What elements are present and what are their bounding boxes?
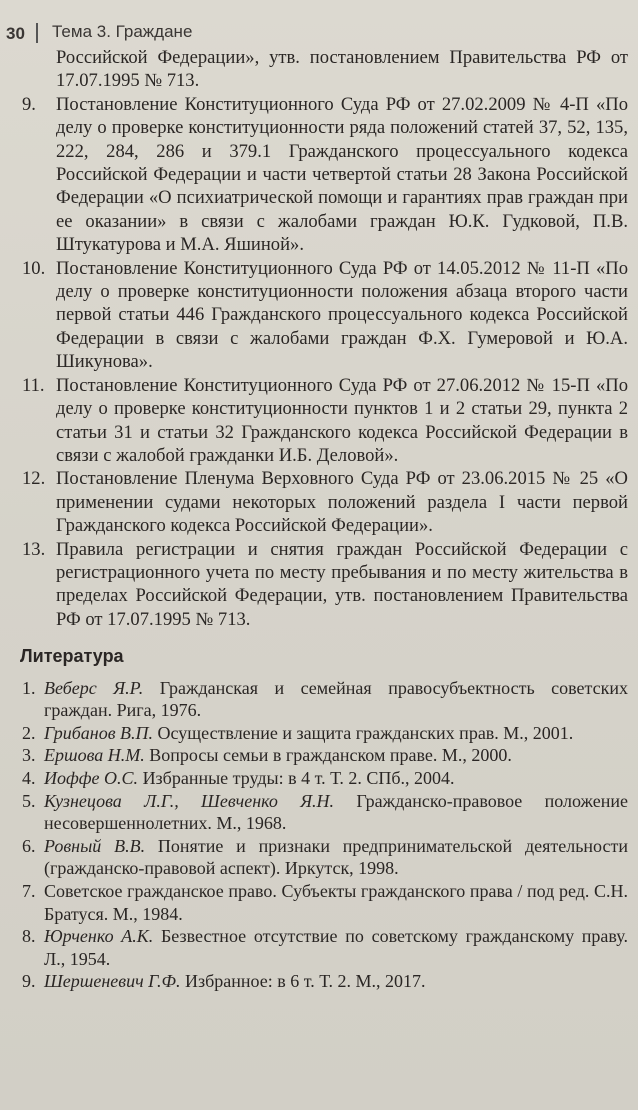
literature-title: Понятие и признаки предпринимательской деятельности (гражданско-правовой аспект). Иркутск, 1998. — [44, 835, 628, 879]
list-item-9 — [22, 93, 628, 257]
literature-title: Безвестное отсутствие по советскому гражданскому праву. Л., 1954. — [44, 926, 629, 969]
literature-author: Ровный В.В. — [44, 835, 146, 856]
item-number: 13. — [22, 538, 46, 560]
literature-author: Кузнецова Л.Г., Шевченко Я.Н. — [44, 790, 335, 811]
literature-item — [22, 925, 628, 970]
literature-author: Грибанов В.П. — [44, 722, 154, 743]
item-number: 7. — [22, 880, 36, 901]
header-divider — [36, 23, 38, 43]
item-number: 4. — [22, 767, 36, 788]
item-number: 12. — [22, 468, 46, 490]
item-number: 5. — [22, 790, 36, 811]
literature-title: Осуществление и защита гражданских прав. М., 2001. — [157, 722, 574, 743]
item-text: Постановление Пленума Верховного Суда РФ от 23.06.2015 № 25 «О применении судами некоторых положений раздела I части первой Гражданского кодекса Российской Федерации». — [56, 468, 628, 537]
list-item-12 — [22, 467, 628, 537]
literature-author: Шершеневич Г.Ф. — [44, 971, 181, 992]
list-item-13 — [22, 538, 628, 632]
literature-list — [22, 677, 628, 993]
literature-item — [22, 744, 628, 767]
literature-author: Иоффе О.С. — [44, 767, 139, 788]
item-text: Постановление Конституционного Суда РФ от 14.05.2012 № 11-П «По делу о проверке конституционности положения абзаца второго части первой статьи 446 Гражданского процессуального кодекса Российской Федерации в связи с жалобами граждан Ф.Х. Гумеровой и Ю.А. Шикунова». — [56, 257, 628, 373]
literature-author: Юрченко А.К. — [44, 926, 154, 947]
literature-title: Гражданская и семейная правосубъектность советских граждан. Рига, 1976. — [44, 677, 628, 721]
item-text: Постановление Конституционного Суда РФ от 27.06.2012 № 15-П «По делу о проверке конституционности пунктов 1 и 2 статьи 29, пункта 2 статьи 31 и статьи 32 Гражданского кодекса Российской Федерации в связи с жалобой гражданки И.Б. Деловой». — [56, 374, 628, 466]
item-number: 6. — [22, 835, 36, 856]
page-header — [0, 10, 638, 43]
literature-title: Гражданско-правовое положение несовершеннолетних. М., 1968. — [44, 790, 629, 834]
list-item-10 — [22, 257, 628, 374]
literature-title: Вопросы семьи в гражданском праве. М., 2000. — [149, 745, 512, 766]
literature-title: Избранное: в 6 т. Т. 2. М., 2017. — [185, 971, 426, 992]
item-text: Постановление Конституционного Суда РФ от 27.02.2009 № 4-П «По делу о проверке конституционности ряда положений статей 37, 52, 135, 222, 284, 286 и 379.1 Гражданского процессуального кодекса Российской Федерации и части четвертой статьи 28 Закона Российской Федерации «О психиатрической помощи и гарантиях прав граждан при ее оказании» в связи с жалобами граждан Ю.К. Гудковой, П.В. Штукатурова и М.А. Яшиной». — [56, 93, 628, 256]
literature-item — [22, 767, 628, 790]
item-number: 8. — [22, 926, 36, 947]
item-number: 2. — [22, 722, 36, 743]
item-number: 3. — [22, 745, 36, 766]
literature-heading: Литература — [20, 646, 124, 667]
item-continuation: Российской Федерации», утв. постановлением Правительства РФ от 17.07.1995 № 713. — [56, 47, 628, 92]
page-number: 30 — [6, 24, 25, 43]
item-number: 11. — [22, 374, 45, 396]
literature-item — [22, 722, 628, 745]
literature-item — [22, 835, 628, 880]
item-number: 10. — [22, 257, 46, 279]
literature-item — [22, 970, 628, 993]
literature-title: Избранные труды: в 4 т. Т. 2. СПб., 2004. — [142, 767, 455, 788]
item-number: 9. — [22, 93, 36, 115]
literature-author: Веберс Я.Р. — [44, 677, 144, 698]
item-number: 9. — [22, 971, 36, 992]
item-number: 1. — [22, 677, 36, 698]
literature-title: Советское гражданское право. Субъекты гражданского права / под ред. С.Н. Братуся. М., 1984. — [44, 880, 628, 924]
list-item-11 — [22, 374, 628, 468]
item-text: Правила регистрации и снятия граждан Российской Федерации с регистрационного учета по месту пребывания и по месту жительства в пределах Российской Федерации, утв. постановлением Правительства РФ от 17.07.1995 № 713. — [56, 538, 628, 630]
page-body — [22, 46, 628, 993]
literature-item — [22, 880, 628, 925]
literature-item — [22, 677, 628, 722]
literature-author: Ершова Н.М. — [44, 745, 145, 766]
running-title: Тема 3. Граждане — [52, 22, 193, 41]
literature-item — [22, 790, 628, 835]
